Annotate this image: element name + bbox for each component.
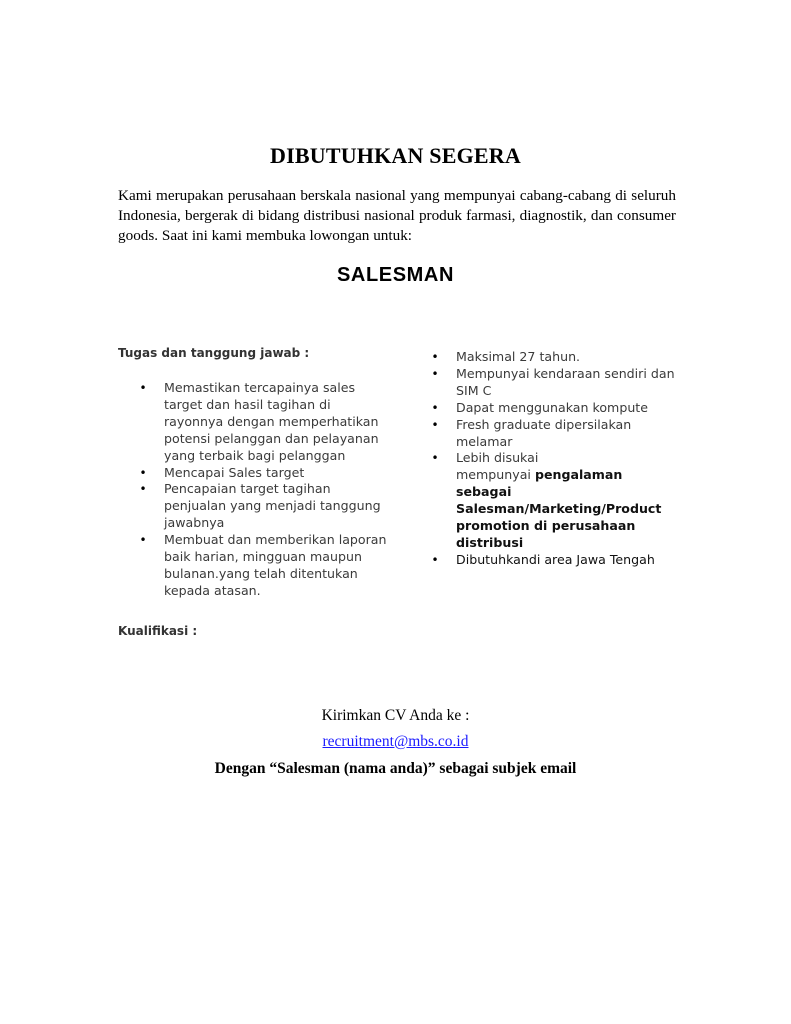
bullet-icon: • [139,381,147,395]
list-item [138,532,388,600]
duties-label: Tugas dan tanggung jawab : [118,346,310,360]
list-item-text: Lebih disukai [456,450,539,466]
intro-paragraph: Kami merupakan perusahaan berskala nasional yang mempunyai cabang-cabang di seluruh Indonesia, bergerak di bidang distribusi nasional produk farmasi, diagnostik, dan consumer goods. Saat ini kami membuka lowongan untuk: [118,187,676,244]
bullet-icon: • [139,465,147,480]
list-item-text: Pencapaian target tagihan penjualan yang menjadi tanggung jawabnya [164,481,381,531]
list-item-text: Memastikan tercapainya sales target dan hasil tagihan di rayonnya dengan memperhatikan potensi pelanggan dan pelayanan yang terbaik bagi pelanggan [164,380,379,463]
bullet-icon: • [431,350,439,364]
page-title: DIBUTUHKAN SEGERA [270,143,521,168]
list-item-text: Membuat dan memberikan laporan baik harian, mingguan maupun bulanan.yang telah ditentukan kepada atasan. [164,532,387,598]
list-item-text: Dibutuhkandi area Jawa Tengah [456,551,655,567]
list-item [430,349,680,366]
list-item-text: Dapat menggunakan kompute [456,399,648,415]
bullet-icon: • [431,400,439,415]
list-item [430,552,680,569]
apply-label: Kirimkan CV Anda ke : [321,707,470,724]
list-item-text: Fresh graduate dipersilakan melamar [456,416,632,449]
qualifications-label: Kualifikasi : [118,624,198,638]
list-item-text: Mempunyai kendaraan sendiri dan SIM C [456,365,675,398]
bullet-icon: • [431,366,439,381]
list-item-text: Maksimal 27 tahun. [456,349,581,364]
list-item [138,481,388,532]
list-item [138,465,388,482]
email-link[interactable]: recruitment@mbs.co.id [322,733,469,750]
bullet-icon: • [139,533,147,548]
bullet-icon: • [431,451,439,466]
list-item [430,450,680,551]
bullet-icon: • [139,482,147,497]
experience-highlight: pengalaman sebagai Salesman/Marketing/Product promotion di perusahaan distribusi [456,467,662,550]
subject-note: Dengan “Salesman (nama anda)” sebagai subjek email [214,760,577,777]
qualifications-list [430,349,680,569]
position-title: SALESMAN [336,264,455,286]
list-item [430,366,680,400]
email-line [0,733,791,751]
list-item [430,417,680,451]
bullet-icon: • [431,417,439,432]
list-item [138,380,388,465]
list-item [430,400,680,417]
duties-list [138,380,388,600]
list-item-text: mempunyai [456,467,531,483]
list-item-text: Mencapai Sales target [164,464,305,480]
bullet-icon: • [431,552,439,567]
